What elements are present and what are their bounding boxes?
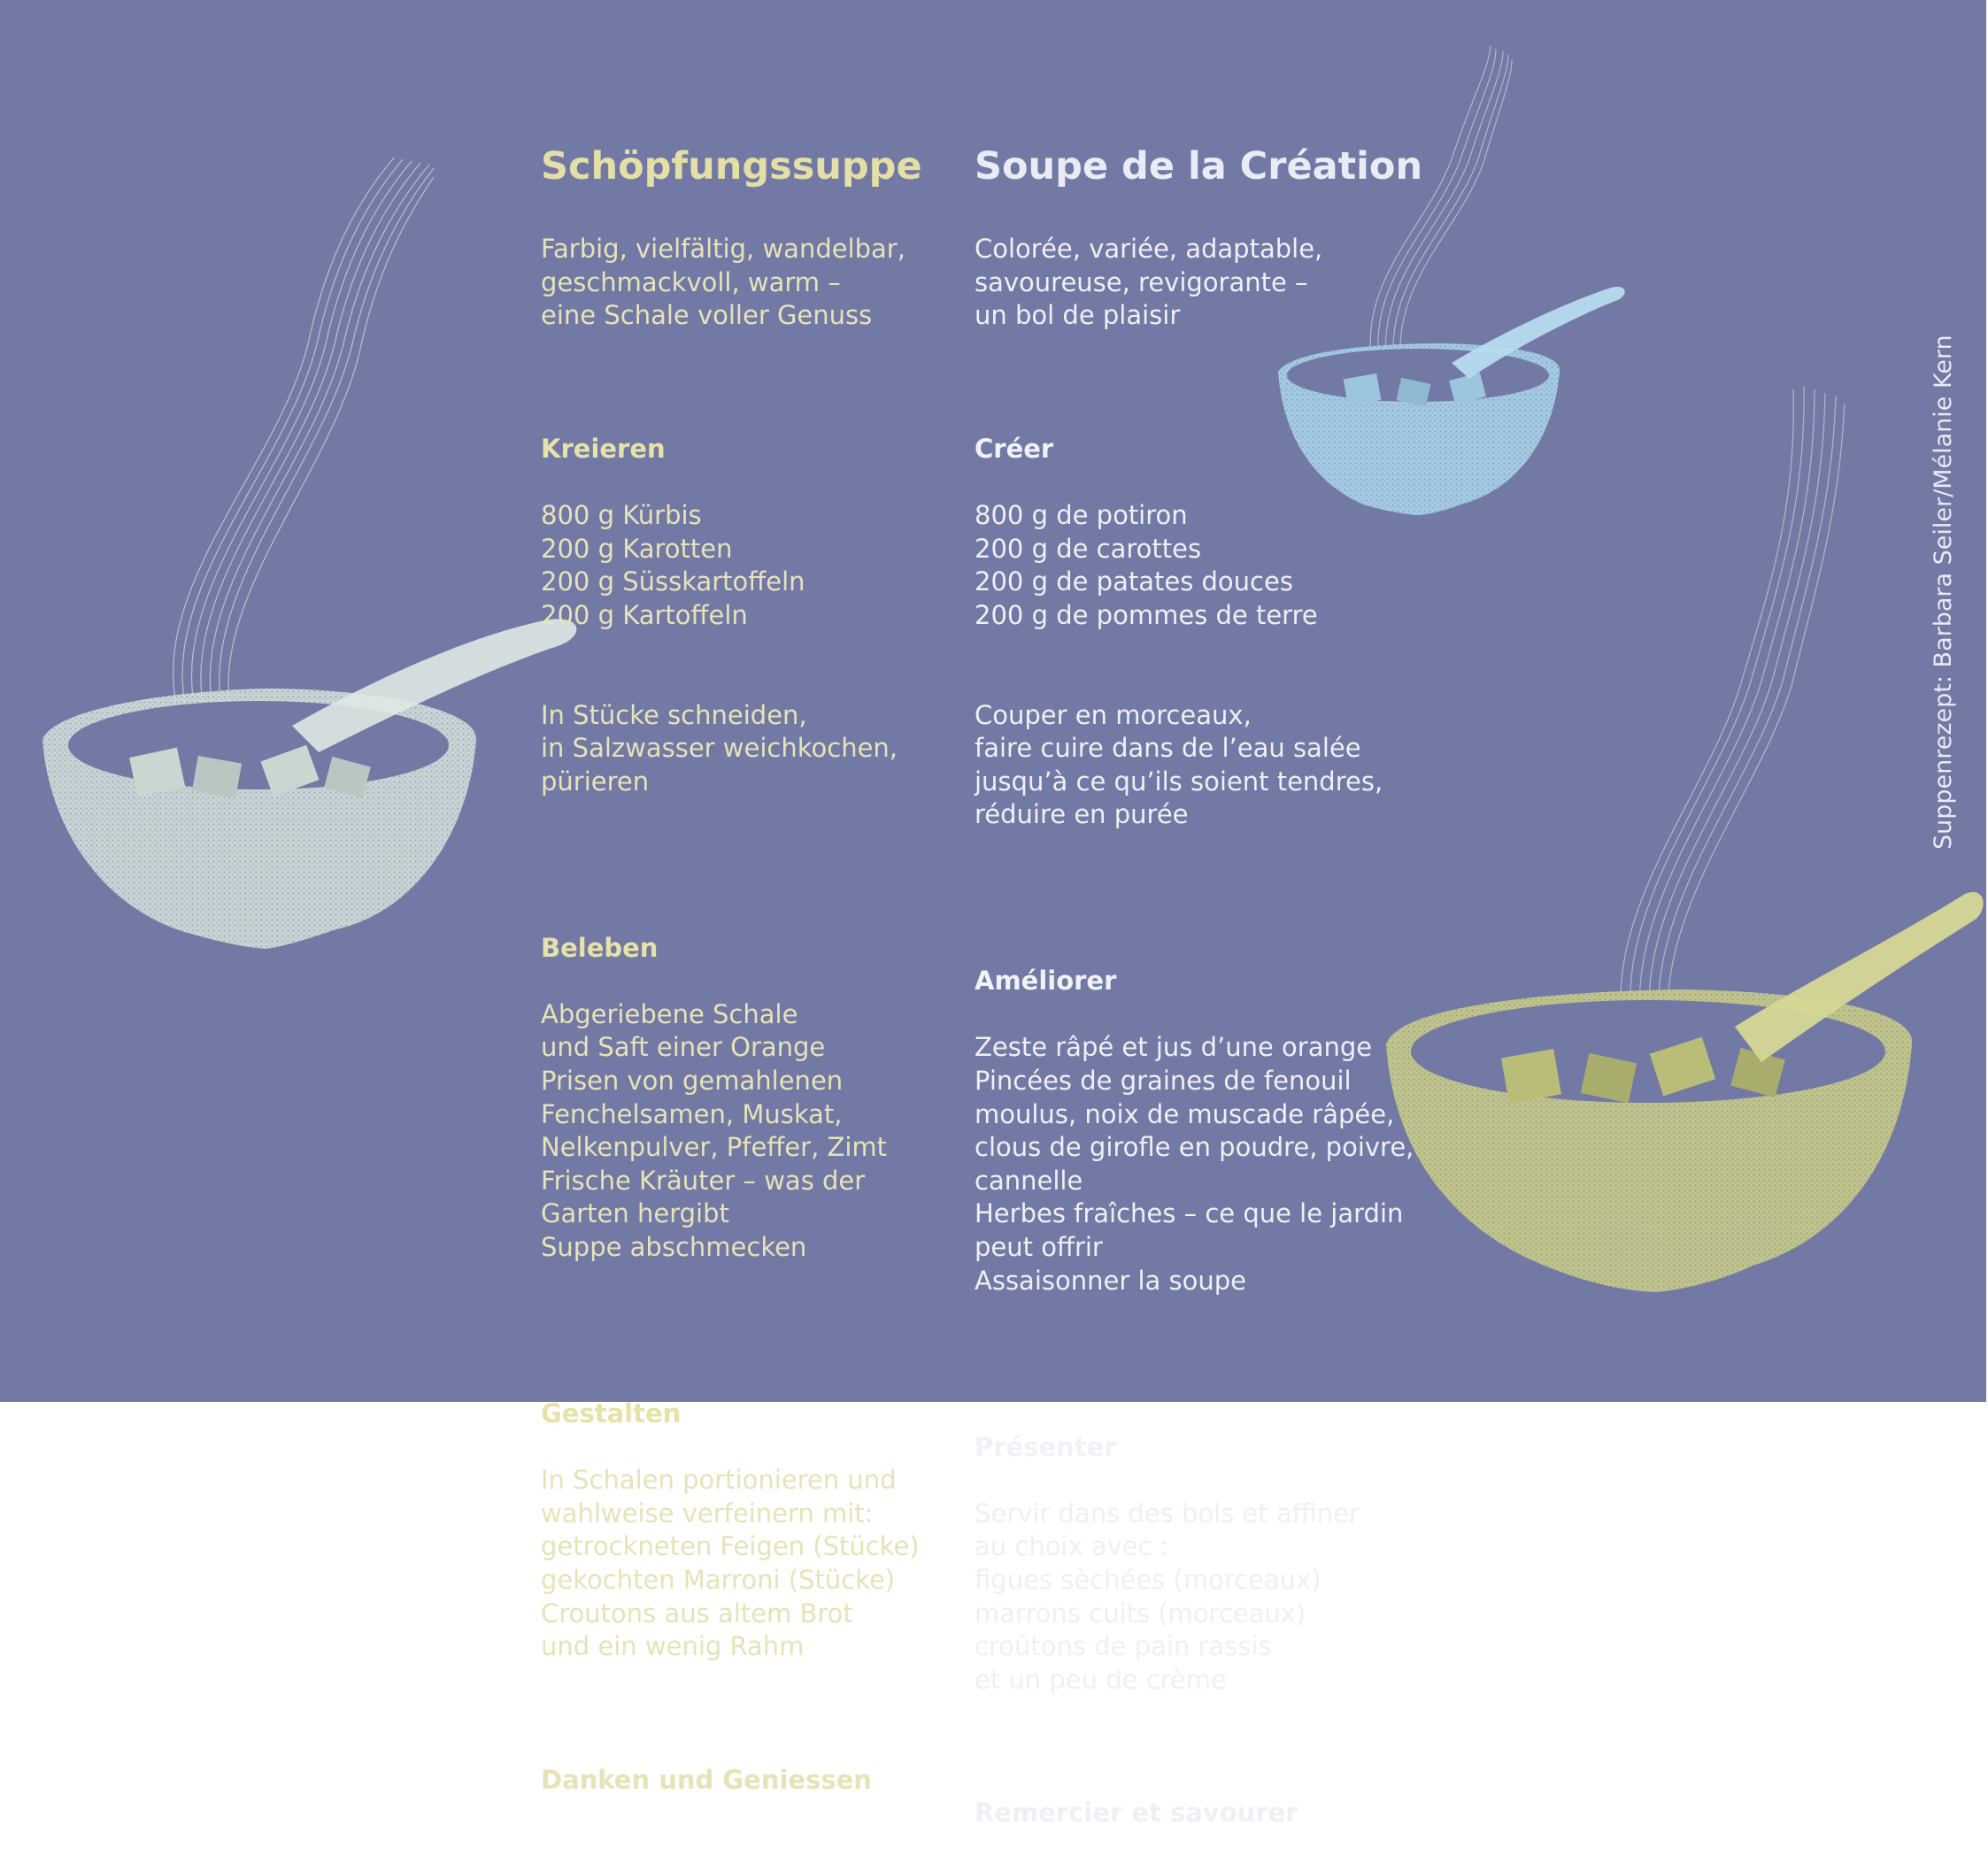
german-section-enliven bbox=[541, 898, 957, 1297]
german-ingredients: 800 g Kürbis 200 g Karotten 200 g Süsskartoffeln 200 g Kartoffeln bbox=[541, 499, 805, 630]
french-recipe-column bbox=[975, 108, 1470, 1863]
left-steam-icon bbox=[173, 158, 434, 708]
german-section-create bbox=[541, 399, 957, 832]
german-preparation: In Stücke schneiden, in Salzwasser weichkochen, pürieren bbox=[541, 699, 898, 797]
german-seasoning: Abgeriebene Schale und Saft einer Orange Prisen von gemahlenen Fenchelsamen, Muskat, Nelkenpulver, Pfeffer, Zimt Frische Kräuter – was der Garten hergibt Suppe abschmecken bbox=[541, 998, 888, 1262]
french-subtitle: Colorée, variée, adaptable, savoureuse, revigorante – un bol de plaisir bbox=[975, 234, 1323, 331]
bottom-right-steam-icon bbox=[1621, 386, 1845, 1053]
french-heading-create: Créer bbox=[975, 433, 1054, 464]
german-subtitle: Farbig, vielfältig, wandelbar, geschmackvoll, warm – eine Schale voller Genuss bbox=[541, 234, 905, 331]
german-heading-shape: Gestalten bbox=[541, 1397, 682, 1428]
french-ingredients: 800 g de potiron 200 g de carottes 200 g de patates douces 200 g de pommes de terre bbox=[975, 499, 1318, 630]
french-serving: Servir dans des bols et affiner au choix avec : figues sèchées (morceaux) marrons cuits (morceaux) croûtons de pain rassis et un peu de crème bbox=[975, 1497, 1360, 1695]
french-heading-improve: Améliorer bbox=[975, 966, 1117, 997]
german-title: Schöpfungssuppe bbox=[541, 143, 922, 189]
german-heading-enliven: Beleben bbox=[541, 932, 659, 963]
recipe-credit: Suppenrezept: Barbara Seiler/Mélanie Kern bbox=[1930, 335, 1957, 850]
german-serving: In Schalen portionieren und wahlweise verfeinern mit: getrockneten Feigen (Stücke) gekochten Marroni (Stücke) Croutons aus altem Brot und ein wenig Rahm bbox=[541, 1465, 920, 1662]
french-section-present bbox=[975, 1397, 1470, 1730]
french-heading-present: Présenter bbox=[975, 1431, 1117, 1462]
german-heading-create: Kreieren bbox=[541, 433, 666, 464]
bottom-right-bowl-icon bbox=[1386, 386, 1984, 1292]
left-bowl-icon bbox=[42, 158, 576, 949]
french-preparation: Couper en morceaux, faire cuire dans de l’eau salée jusqu’à ce qu’ils soient tendres, réduire en purée bbox=[975, 699, 1383, 830]
french-section-improve bbox=[975, 932, 1470, 1331]
german-section-shape bbox=[541, 1364, 957, 1697]
french-closing: Remercier et savourer bbox=[975, 1798, 1298, 1828]
german-closing: Danken und Geniessen bbox=[541, 1764, 872, 1795]
french-seasoning: Zeste râpé et jus d’une orange Pincées de graines de fenouil moulus, noix de muscade râpée, clous de girofle en poudre, poivre, cannelle Herbes fraîches – ce que le jardin peut offrir Assaisonner la soupe bbox=[975, 1032, 1414, 1296]
german-recipe-column bbox=[541, 108, 957, 1830]
french-section-create bbox=[975, 399, 1470, 865]
french-title: Soupe de la Création bbox=[975, 143, 1423, 189]
